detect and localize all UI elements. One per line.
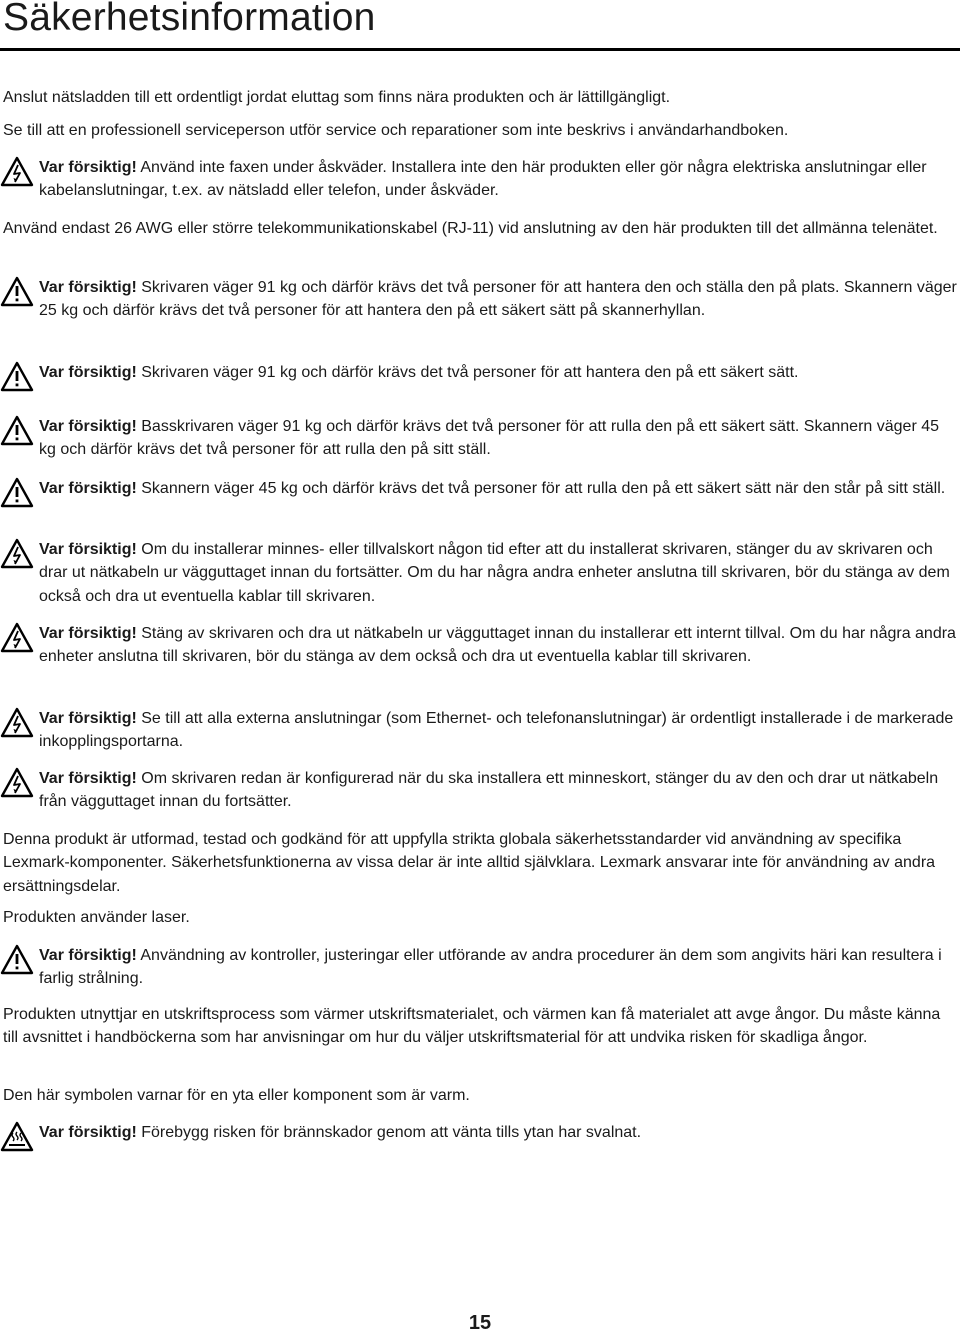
caution-body: Se till att alla externa anslutningar (som Ethernet- och telefonanslutningar) är ordentligt installerade i de markerade inkopplingsportarna. xyxy=(39,710,954,751)
caution-text xyxy=(39,538,958,608)
caution-warning-icon xyxy=(0,477,34,508)
caution-label: Var försiktig! xyxy=(39,710,137,727)
caution-body: Skrivaren väger 91 kg och därför krävs det två personer för att hantera den och ställa den på plats. Skannern väger 25 kg och därför krävs det två personer för att hantera den på ett säkert sätt på skannerhyllan. xyxy=(39,279,957,320)
paragraph-service: Se till att en professionell serviceperson utför service och reparationer som inte beskrivs i användarhandboken. xyxy=(3,122,789,139)
caution-body: Användning av kontroller, justeringar eller utförande av andra procedurer än dem som angivits häri kan resultera i farlig strålning. xyxy=(39,947,942,988)
caution-label: Var försiktig! xyxy=(39,947,137,964)
electric-shock-warning-icon xyxy=(0,767,34,798)
caution-warning-icon xyxy=(0,276,34,307)
paragraph-safety-standards: Denna produkt är utformad, testad och godkänd för att uppfylla strikta globala säkerhetsstandarder vid användning av specifika Lexmark-komponenter. Säkerhetsfunktionerna av vissa delar är inte alltid självklara. Lexmark ansvarar inte för användning av andra ersättningsdelar. xyxy=(3,831,936,895)
caution-label: Var försiktig! xyxy=(39,541,137,558)
caution-body: Basskrivaren väger 91 kg och därför krävs det två personer för att rulla den på ett säkert sätt. Skannern väger 45 kg och därför krävs det två personer för att rulla den på sitt ställ. xyxy=(39,418,940,459)
caution-text xyxy=(39,622,958,669)
caution-label: Var försiktig! xyxy=(39,1124,137,1141)
page-number: 15 xyxy=(468,1312,492,1334)
caution-body: Förebygg risken för brännskador genom att vänta tills ytan har svalnat. xyxy=(136,1124,642,1141)
electric-shock-warning-icon xyxy=(0,538,34,569)
caution-body: Skannern väger 45 kg och därför krävs det två personer för att rulla den på ett säkert sätt när den står på sitt ställ. xyxy=(136,480,946,497)
caution-body: Använd inte faxen under åskväder. Installera inte den här produkten eller gör några elektriska anslutningar eller kabelanslutningar, t.ex. av nätsladd eller telefon, under åskväder. xyxy=(39,159,927,200)
caution-text xyxy=(39,361,958,384)
caution-text xyxy=(39,415,958,462)
caution-text xyxy=(39,707,958,754)
caution-text xyxy=(39,156,958,203)
caution-text xyxy=(39,1121,958,1144)
hot-surface-warning-icon xyxy=(0,1121,34,1152)
paragraph-laser: Produkten använder laser. xyxy=(3,909,190,926)
caution-warning-icon xyxy=(0,944,34,975)
caution-body: Skrivaren väger 91 kg och därför krävs det två personer för att hantera den på ett säkert sätt. xyxy=(136,364,799,381)
caution-label: Var försiktig! xyxy=(39,770,137,787)
paragraph-grounding: Anslut nätsladden till ett ordentligt jordat eluttag som finns nära produkten och är lättillgängligt. xyxy=(3,89,671,106)
caution-label: Var försiktig! xyxy=(39,418,137,435)
caution-body: Stäng av skrivaren och dra ut nätkabeln ur vägguttaget innan du installerar ett internt tillval. Om du har några andra enheter anslutna till skrivaren, bör du stänga av dem också och dra ut eventuella kablar till skrivaren. xyxy=(39,625,956,666)
title-rule xyxy=(0,48,960,51)
caution-label: Var försiktig! xyxy=(39,279,137,296)
caution-warning-icon xyxy=(0,415,34,446)
paragraph-hot-symbol: Den här symbolen varnar för en yta eller komponent som är varm. xyxy=(3,1087,470,1104)
caution-label: Var försiktig! xyxy=(39,364,137,381)
electric-shock-warning-icon xyxy=(0,622,34,653)
caution-warning-icon xyxy=(0,361,34,392)
caution-text xyxy=(39,276,958,323)
caution-label: Var försiktig! xyxy=(39,480,137,497)
caution-text xyxy=(39,944,958,991)
caution-body: Om du installerar minnes- eller tillvalskort någon tid efter att du installerat skrivaren, stänger du av skrivaren och drar ut nätkabeln ur vägguttaget innan du fortsätter. Om du har några andra enheter anslutna till skrivaren, bör du stänga av dem också och dra ut eventuella kablar till skrivaren. xyxy=(39,541,950,605)
paragraph-telecom-cable: Använd endast 26 AWG eller större telekommunikationskabel (RJ-11) vid anslutning av den här produkten till det allmänna telenätet. xyxy=(3,220,938,237)
caution-text xyxy=(39,477,958,500)
caution-body: Om skrivaren redan är konfigurerad när du ska installera ett minneskort, stänger du av den och drar ut nätkabeln från vägguttaget innan du fortsätter. xyxy=(39,770,939,811)
paragraph-fumes: Produkten utnyttjar en utskriftsprocess som värmer utskriftsmaterialet, och värmen kan få materialet att avge ångor. Du måste känna till avsnittet i handböckerna som har anvisningar om hur du väljer utskriftsmaterial för att undvika risken för skadliga ångor. xyxy=(3,1006,941,1047)
electric-shock-warning-icon xyxy=(0,156,34,187)
electric-shock-warning-icon xyxy=(0,707,34,738)
caution-text xyxy=(39,767,958,814)
caution-label: Var försiktig! xyxy=(39,625,137,642)
caution-label: Var försiktig! xyxy=(39,159,137,176)
page-title: Säkerhetsinformation xyxy=(3,0,376,39)
